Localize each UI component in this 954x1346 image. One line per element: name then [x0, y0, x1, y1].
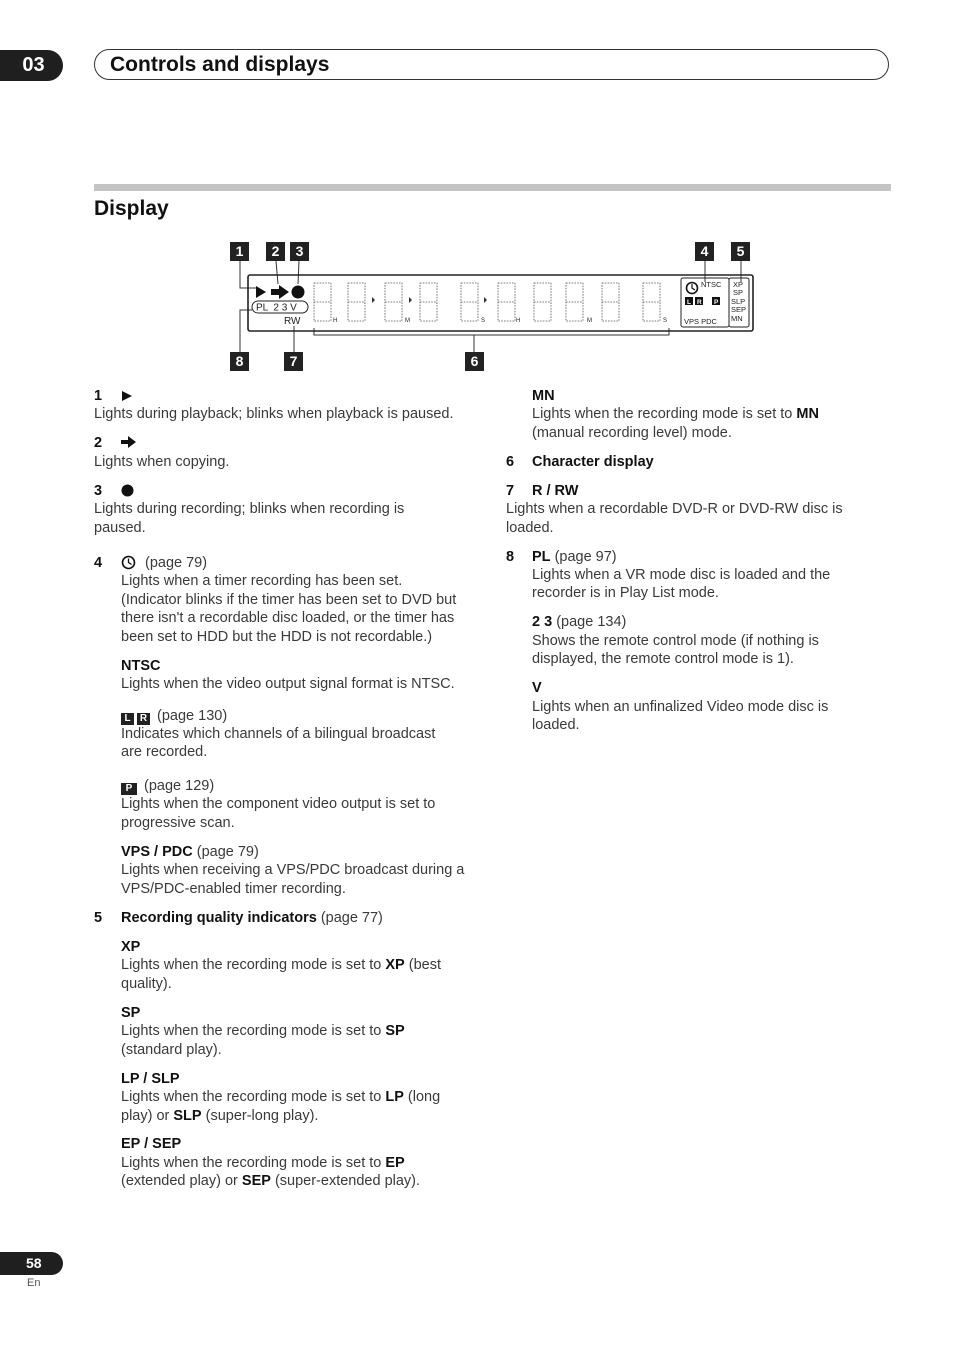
ep-sep-desc-1: Lights when the recording mode is set to EP	[121, 1155, 405, 1171]
remote-mode-desc-2: displayed, the remote control mode is 1).	[532, 651, 794, 667]
sp-title: SP	[121, 1005, 141, 1021]
ep-sep-title: EP / SEP	[121, 1136, 182, 1152]
v-desc-1: Lights when an unfinalized Video mode disc is	[532, 699, 829, 715]
item-7-number: 7	[506, 483, 515, 499]
mn-label: MN	[731, 314, 743, 323]
ep-sep-desc-2: (extended play) or SEP (super-extended play).	[121, 1173, 421, 1189]
play-icon	[121, 391, 133, 401]
section-rule	[94, 184, 891, 191]
hours-label-2: H	[516, 318, 521, 324]
r-channel-label: R	[697, 299, 702, 306]
mn-desc-2: (manual recording level) mode.	[532, 425, 732, 441]
l-channel-label: L	[687, 299, 691, 306]
item-5-title: Recording quality indicators	[121, 910, 317, 926]
copy-arrow-icon	[271, 285, 289, 299]
lp-slp-title: LP / SLP	[121, 1071, 180, 1087]
progressive-icon: P	[121, 783, 137, 795]
remote-mode-line	[532, 613, 626, 632]
item-5-page-ref: (page 77)	[320, 910, 383, 926]
item-5-line	[121, 909, 383, 928]
progressive-indicator-line	[121, 777, 214, 796]
vps-pdc-line	[121, 843, 259, 862]
chapter-number-tab: 03	[0, 50, 63, 81]
lr-indicator-line	[121, 707, 227, 726]
callout-8: 8	[230, 352, 249, 371]
item-8-page-ref: (page 97)	[554, 549, 617, 565]
l-channel-icon: L	[121, 713, 134, 725]
chapter-title: Controls and displays	[110, 53, 330, 76]
vps-pdc-desc-1: Lights when receiving a VPS/PDC broadcast during a	[121, 862, 465, 878]
ntsc-label: NTSC	[701, 280, 722, 289]
item-4-page-ref: (page 79)	[145, 555, 208, 571]
callout-6: 6	[465, 352, 484, 371]
record-icon	[121, 484, 134, 497]
remote-mode-desc-1: Shows the remote control mode (if nothing is	[532, 633, 819, 649]
progressive-label: P	[714, 299, 719, 306]
item-8-title: PL	[532, 549, 551, 565]
item-6-number: 6	[506, 454, 515, 470]
remote-mode-page-ref: (page 134)	[556, 614, 627, 630]
item-1-desc: Lights during playback; blinks when playback is paused.	[94, 406, 454, 422]
item-2-desc: Lights when copying.	[94, 454, 230, 470]
r-channel-icon: R	[137, 713, 150, 725]
item-7-desc-2: loaded.	[506, 520, 554, 536]
item-3-desc-1: Lights during recording; blinks when recording is	[94, 501, 405, 517]
minutes-label-1: M	[405, 318, 410, 324]
item-4-number: 4	[94, 555, 103, 571]
item-8-desc-1: Lights when a VR mode disc is loaded and the	[532, 567, 831, 583]
mn-title: MN	[532, 388, 555, 404]
item-1-number: 1	[94, 388, 103, 404]
item-4-desc-3: there isn't a recordable disc loaded, or the timer has	[121, 610, 455, 626]
timer-clock-icon	[687, 283, 698, 294]
sep-label: SEP	[731, 305, 747, 314]
copy-arrow-icon	[121, 436, 137, 448]
v-title: V	[532, 680, 542, 696]
item-8-number: 8	[506, 549, 515, 565]
seconds-label-2: S	[663, 318, 668, 324]
lr-page-ref: (page 130)	[157, 708, 228, 724]
sp-label: SP	[733, 288, 744, 297]
timer-clock-icon	[121, 555, 136, 570]
vps-pdc-title: VPS / PDC	[121, 844, 193, 860]
item-8-desc-2: recorder is in Play List mode.	[532, 585, 719, 601]
lr-desc-1: Indicates which channels of a bilingual broadcast	[121, 726, 436, 742]
progressive-desc-1: Lights when the component video output is set to	[121, 796, 436, 812]
item-7-title: R / RW	[532, 483, 579, 499]
sp-desc-1: Lights when the recording mode is set to SP	[121, 1023, 405, 1039]
callout-3: 3	[290, 242, 309, 261]
xp-label: XP	[733, 280, 744, 289]
lr-desc-2: are recorded.	[121, 744, 208, 760]
item-7-desc-1: Lights when a recordable DVD-R or DVD-RW disc is	[506, 501, 843, 517]
item-4-desc-2: (Indicator blinks if the timer has been set to DVD but	[121, 592, 457, 608]
minutes-label-2: M	[587, 318, 592, 324]
play-icon	[256, 286, 266, 298]
chapter-title-box	[94, 49, 889, 80]
xp-desc-1: Lights when the recording mode is set to XP (best	[121, 957, 441, 973]
xp-title: XP	[121, 939, 141, 955]
lp-slp-desc-2: play) or SLP (super-long play).	[121, 1108, 319, 1124]
display-panel-svg	[226, 238, 756, 374]
sp-desc-2: (standard play).	[121, 1042, 222, 1058]
display-panel-figure	[226, 238, 756, 374]
progressive-desc-2: progressive scan.	[121, 815, 235, 831]
item-2-number: 2	[94, 435, 103, 451]
language-label: En	[27, 1277, 41, 1289]
v-desc-2: loaded.	[532, 717, 580, 733]
ntsc-title: NTSC	[121, 658, 161, 674]
item-4-desc-1: Lights when a timer recording has been set.	[121, 573, 403, 589]
hours-label-1: H	[333, 318, 338, 324]
item-5-number: 5	[94, 910, 103, 926]
progressive-page-ref: (page 129)	[144, 778, 215, 794]
callout-2: 2	[266, 242, 285, 261]
slp-label: SLP	[731, 297, 746, 306]
pl-23-v-label: PL 2 3 V	[256, 302, 297, 314]
item-6-title: Character display	[532, 454, 654, 470]
xp-desc-2: quality).	[121, 976, 172, 992]
item-8-line	[532, 548, 617, 567]
remote-mode-title: 2 3	[532, 614, 553, 630]
item-3-desc-2: paused.	[94, 520, 146, 536]
callout-5: 5	[731, 242, 750, 261]
vps-pdc-desc-2: VPS/PDC-enabled timer recording.	[121, 881, 346, 897]
callout-4: 4	[695, 242, 714, 261]
page-number-tab: 58	[0, 1252, 63, 1275]
seconds-label-1: S	[481, 318, 486, 324]
callout-1: 1	[230, 242, 249, 261]
item-3-number: 3	[94, 483, 103, 499]
mn-desc-1: Lights when the recording mode is set to MN	[532, 406, 819, 422]
callout-7: 7	[284, 352, 303, 371]
item-4-desc-4: been set to HDD but the HDD is not recordable.)	[121, 629, 433, 645]
section-title: Display	[94, 197, 169, 220]
record-icon	[292, 286, 305, 299]
lp-slp-desc-1: Lights when the recording mode is set to LP (long	[121, 1089, 441, 1105]
ntsc-desc: Lights when the video output signal format is NTSC.	[121, 676, 455, 692]
rw-label: RW	[284, 316, 301, 327]
vps-pdc-label: VPS PDC	[684, 317, 717, 326]
vps-pdc-page-ref: (page 79)	[196, 844, 259, 860]
